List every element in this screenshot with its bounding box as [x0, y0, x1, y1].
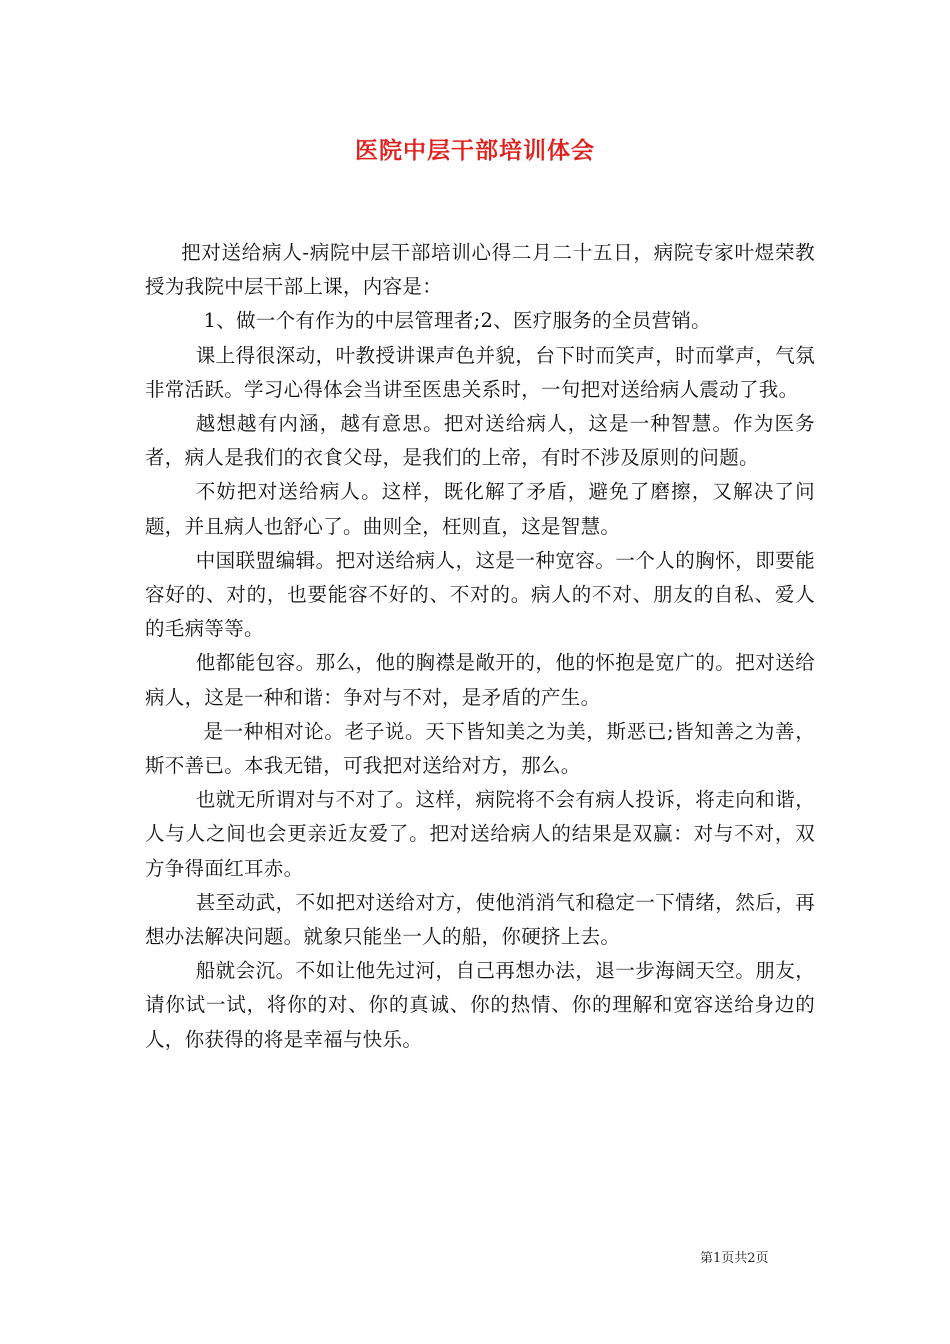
document-body [145, 236, 815, 1057]
paragraph: 是一种相对论。老子说。天下皆知美之为美，斯恶已;皆知善之为善，斯不善已。本我无错，可我把对送给对方，那么。 [145, 719, 815, 778]
paragraph: 甚至动武，不如把对送给对方，使他消消气和稳定一下情绪，然后，再想办法解决问题。就象只能坐一人的船，你硬挤上去。 [145, 890, 815, 949]
paragraph: 中国联盟编辑。把对送给病人，这是一种宽容。一个人的胸怀，即要能容好的、对的，也要能容不好的、不对的。病人的不对、朋友的自私、爱人的毛病等等。 [145, 548, 815, 641]
paragraph: 他都能包容。那么，他的胸襟是敞开的，他的怀抱是宽广的。把对送给病人，这是一种和谐：争对与不对，是矛盾的产生。 [145, 651, 815, 709]
paragraph: 1、做一个有作为的中层管理者;2、医疗服务的全员营销。 [203, 309, 711, 333]
paragraph: 船就会沉。不如让他先过河，自己再想办法，退一步海阔天空。朋友，请你试一试，将你的对、你的真诚、你的热情、你的理解和宽容送给身边的人，你获得的将是幸福与快乐。 [145, 959, 815, 1051]
paragraph: 越想越有内涵，越有意思。把对送给病人，这是一种智慧。作为医务者，病人是我们的衣食父母，是我们的上帝，有时不涉及原则的问题。 [145, 412, 815, 470]
paragraph: 也就无所谓对与不对了。这样，病院将不会有病人投诉，将走向和谐，人与人之间也会更亲近友爱了。把对送给病人的结果是双赢：对与不对，双方争得面红耳赤。 [145, 788, 815, 880]
document-title: 医院中层干部培训体会 [355, 138, 595, 164]
paragraph: 把对送给病人-病院中层干部培训心得二月二十五日，病院专家叶煜荣教授为我院中层干部上课，内容是： [145, 241, 815, 299]
paragraph: 课上得很深动，叶教授讲课声色并貌，台下时而笑声，时而掌声，气氛非常活跃。学习心得体会当讲至医患关系时，一句把对送给病人震动了我。 [145, 343, 815, 401]
paragraph: 不妨把对送给病人。这样，既化解了矛盾，避免了磨擦，又解决了问题，并且病人也舒心了。曲则全，枉则直，这是智慧。 [145, 480, 815, 538]
page-number: 第1页共2页 [700, 1251, 769, 1266]
